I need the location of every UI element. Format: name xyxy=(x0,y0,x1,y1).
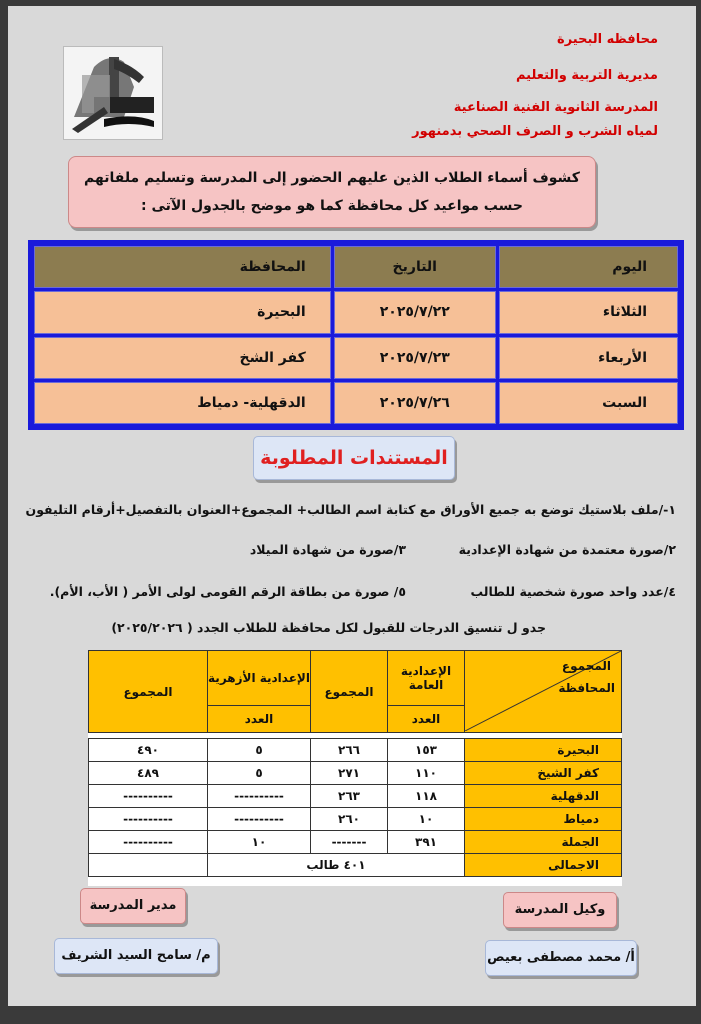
coordination-corner-cell xyxy=(465,651,622,733)
schedule-row xyxy=(34,382,678,424)
general-count: ١١٠ xyxy=(388,762,465,785)
azhar-total: ---------- xyxy=(89,808,208,831)
director-name-box: م/ سامح السيد الشريف xyxy=(54,938,218,974)
school-logo xyxy=(63,46,163,140)
table-row xyxy=(89,739,622,762)
azhar-total: ٤٩٠ xyxy=(89,739,208,762)
table-row xyxy=(89,831,622,854)
general-count-header: العدد xyxy=(388,706,465,733)
grand-total-label: الاجمالى xyxy=(465,854,622,877)
azhar-count: ---------- xyxy=(208,785,311,808)
table-row xyxy=(89,762,622,785)
row-governorate: كفر الشيخ xyxy=(465,762,622,785)
general-count: ١٠ xyxy=(388,808,465,831)
corner-governorate-label: المحافظة xyxy=(558,681,615,695)
azhar-count: ٥ xyxy=(208,762,311,785)
schedule-row xyxy=(34,337,678,379)
header-governorate: محافظه البحيرة xyxy=(557,32,658,47)
document-item-1: ١-/ملف بلاستيك توضع به جميع الأوراق مع كتابة اسم الطالب+ المجموع+العنوان بالتفصيل+أرقام التليفون xyxy=(25,502,676,517)
azhar-total: ٤٨٩ xyxy=(89,762,208,785)
corner-total-label: المجموع xyxy=(561,659,611,673)
general-count: ١٥٣ xyxy=(388,739,465,762)
schedule-row xyxy=(34,291,678,333)
header-directorate: مديرية التربية والتعليم xyxy=(515,68,658,83)
schedule-table xyxy=(28,240,684,430)
azhar-total: ---------- xyxy=(89,785,208,808)
schedule-date: ٢٠٢٥/٧/٢٣ xyxy=(334,337,496,379)
general-count: ٣٩١ xyxy=(388,831,465,854)
schedule-governorate: كفر الشخ xyxy=(34,337,331,379)
schedule-day: الأربعاء xyxy=(499,337,678,379)
table-row xyxy=(89,785,622,808)
azhar-count: ١٠ xyxy=(208,831,311,854)
azhar-count: ٥ xyxy=(208,739,311,762)
document-item-3: ٣/صورة من شهادة الميلاد xyxy=(249,542,406,557)
document-item-5: ٥/ صورة من بطاقة الرقم القومى لولى الأمر ( الأب، الأم). xyxy=(49,584,406,599)
coordination-title: جدو ل تنسيق الدرجات للقبول لكل محافظة للطلاب الجدد ( ٢٠٢٥/٢٠٢٦) xyxy=(111,620,546,635)
document-item-4: ٤/عدد واحد صورة شخصية للطالب xyxy=(470,584,676,599)
general-total: ٢٦٦ xyxy=(311,739,388,762)
row-governorate: دمياط xyxy=(465,808,622,831)
document-page xyxy=(8,6,696,1006)
document-item-2: ٢/صورة معتمدة من شهادة الإعدادية xyxy=(458,542,676,557)
documents-title: المستندات المطلوبة xyxy=(253,436,455,480)
schedule-header-governorate: المحافظة xyxy=(34,246,331,288)
schedule-header-date: التاريخ xyxy=(334,246,496,288)
schedule-day: السبت xyxy=(499,382,678,424)
general-total: ------- xyxy=(311,831,388,854)
school-logo-icon xyxy=(64,47,162,139)
schedule-governorate: الدقهلية- دمياط xyxy=(34,382,331,424)
azhar-total-header: المجموع xyxy=(89,651,208,733)
azhar-total: ---------- xyxy=(89,831,208,854)
grand-total-value: ٤٠١ طالب xyxy=(208,854,465,877)
schedule-header-day: اليوم xyxy=(499,246,678,288)
table-row-grand-total xyxy=(89,854,622,877)
schedule-date: ٢٠٢٥/٧/٢٦ xyxy=(334,382,496,424)
header-school-specialty: لمياه الشرب و الصرف الصحي بدمنهور xyxy=(412,124,658,139)
header-school: المدرسة الثانوية الفنية الصناعية xyxy=(453,100,658,115)
row-governorate: الجملة xyxy=(465,831,622,854)
general-total: ٢٦٠ xyxy=(311,808,388,831)
general-total: ٢٦٣ xyxy=(311,785,388,808)
general-total-header: المجموع xyxy=(311,651,388,733)
deputy-name-box: أ/ محمد مصطفى بعيص xyxy=(485,940,637,976)
coordination-table xyxy=(88,650,622,886)
row-governorate: البحيرة xyxy=(465,739,622,762)
schedule-date: ٢٠٢٥/٧/٢٢ xyxy=(334,291,496,333)
director-title-box: مدير المدرسة xyxy=(80,888,186,924)
schedule-day: الثلاثاء xyxy=(499,291,678,333)
general-count: ١١٨ xyxy=(388,785,465,808)
azhar-count: ---------- xyxy=(208,808,311,831)
table-row xyxy=(89,808,622,831)
azhar-count-header: العدد xyxy=(208,706,311,733)
row-governorate: الدقهلية xyxy=(465,785,622,808)
announcement-banner: كشوف أسماء الطلاب الذين عليهم الحضور إلى المدرسة وتسليم ملفاتهم حسب مواعيد كل محافظة كما هو موضح بالجدول الآتى : xyxy=(68,156,596,228)
deputy-title-box: وكيل المدرسة xyxy=(503,892,617,928)
general-total: ٢٧١ xyxy=(311,762,388,785)
azhar-prep-header: الإعدادية الأزهرية xyxy=(208,651,311,706)
general-prep-header: الإعدادية العامة xyxy=(388,651,465,706)
schedule-governorate: البحيرة xyxy=(34,291,331,333)
